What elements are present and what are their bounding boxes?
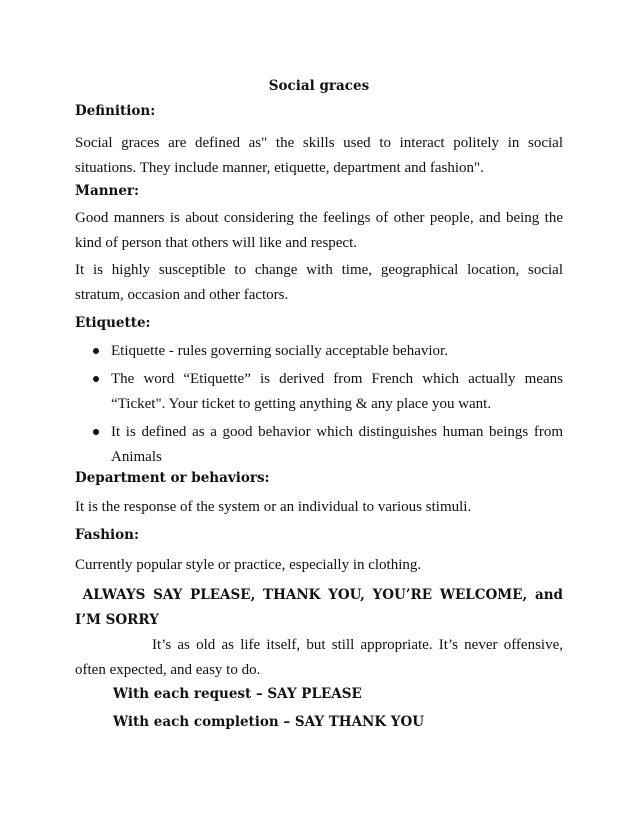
list-item: [75, 420, 563, 470]
definition-heading: Definition:: [75, 103, 156, 119]
manner-heading: Manner:: [75, 183, 140, 199]
rule-please: With each request – SAY PLEASE: [113, 686, 362, 702]
definition-text: Social graces are defined as" the skills used to interact politely in social situations. They include manner, etiquette, department and fashion".: [75, 135, 563, 176]
bullet-icon: [93, 429, 99, 435]
closing-text: It’s as old as life itself, but still appropriate. It’s never offensive, often expected, and easy to do.: [75, 637, 563, 678]
fashion-heading: Fashion:: [75, 527, 139, 543]
bullet-icon: [93, 376, 99, 382]
list-item-text: The word “Etiquette” is derived from French which actually means “Ticket". Your ticket to getting anything & any place you want.: [111, 371, 563, 412]
department-heading: Department or behaviors:: [75, 470, 270, 486]
list-item-text: It is defined as a good behavior which distinguishes human beings from Animals: [111, 424, 563, 465]
etiquette-list: [75, 339, 563, 470]
list-item: [75, 367, 563, 417]
bullet-icon: [93, 348, 99, 354]
document-title: Social graces: [268, 78, 370, 94]
list-item-text: Etiquette - rules governing socially acceptable behavior.: [111, 343, 448, 359]
manner-text-2: It is highly susceptible to change with time, geographical location, social stratum, occasion and other factors.: [75, 262, 563, 303]
manner-text-1: Good manners is about considering the feelings of other people, and being the kind of person that others will like and respect.: [75, 210, 563, 251]
rule-thank-you: With each completion – SAY THANK YOU: [113, 714, 424, 730]
etiquette-heading: Etiquette:: [75, 315, 151, 331]
list-item: [75, 339, 563, 364]
department-text: It is the response of the system or an individual to various stimuli.: [75, 499, 472, 515]
fashion-text: Currently popular style or practice, especially in clothing.: [75, 557, 422, 573]
banner-text: ALWAYS SAY PLEASE, THANK YOU, YOU’RE WELCOME, and I’M SORRY: [75, 587, 563, 628]
